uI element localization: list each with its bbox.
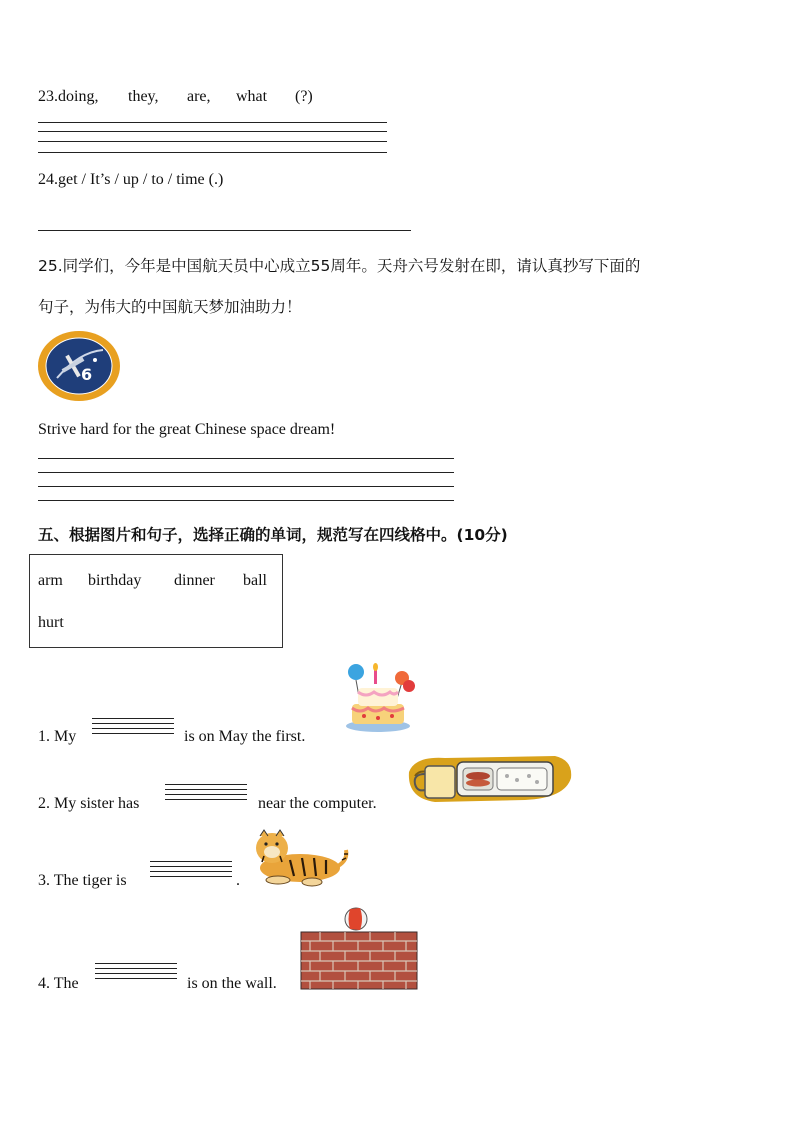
item-2-prefix: 2. My sister has [38, 795, 140, 812]
q23-word: they, [128, 88, 159, 105]
word-bank-item: birthday [88, 572, 142, 589]
item-1-prefix: 1. My [38, 728, 77, 745]
section-5-heading: 五、根据图片和句子，选择正确的单词，规范写在四线格中。(10分) [38, 526, 508, 544]
item-3-four-line-grid[interactable] [150, 861, 232, 881]
svg-text:6: 6 [81, 365, 93, 384]
space-mission-badge-icon [37, 330, 121, 402]
q23-word: doing, [58, 88, 99, 105]
item-4-prefix: 4. The [38, 975, 79, 992]
item-1-suffix: is on May the first. [184, 728, 306, 745]
item-3-prefix: 3. The tiger is [38, 872, 127, 889]
q25-sentence: Strive hard for the great Chinese space dream! [38, 421, 336, 438]
q23-word: are, [187, 88, 211, 105]
question-25-line1: 25.同学们，今年是中国航天员中心成立55周年。天舟六号发射在即，请认真抄写下面的 [38, 257, 641, 275]
q23-number: 23. [38, 88, 58, 105]
dinner-tray-icon [405, 752, 575, 808]
item-3-suffix: . [236, 872, 240, 889]
word-bank-item: ball [243, 572, 267, 589]
item-4-suffix: is on the wall. [187, 975, 277, 992]
item-2-suffix: near the computer. [258, 795, 377, 812]
word-bank-item: hurt [38, 614, 64, 631]
item-2-four-line-grid[interactable] [165, 784, 247, 804]
question-24: 24.get / It’s / up / to / time (.) [38, 171, 224, 188]
item-4-four-line-grid[interactable] [95, 963, 177, 983]
word-bank-box [29, 554, 283, 648]
word-bank-item: arm [38, 572, 63, 589]
item-1-four-line-grid[interactable] [92, 718, 174, 738]
q24-answer-line[interactable] [38, 230, 411, 231]
question-23 [38, 88, 313, 106]
q23-word: (?) [295, 88, 313, 105]
q23-word: what [236, 88, 268, 105]
word-bank-item: dinner [174, 572, 215, 589]
tiger-icon [250, 824, 352, 888]
question-25-line2: 句子，为伟大的中国航天梦加油助力！ [38, 298, 302, 316]
birthday-cake-icon [338, 660, 418, 734]
ball-on-wall-icon [300, 906, 418, 990]
